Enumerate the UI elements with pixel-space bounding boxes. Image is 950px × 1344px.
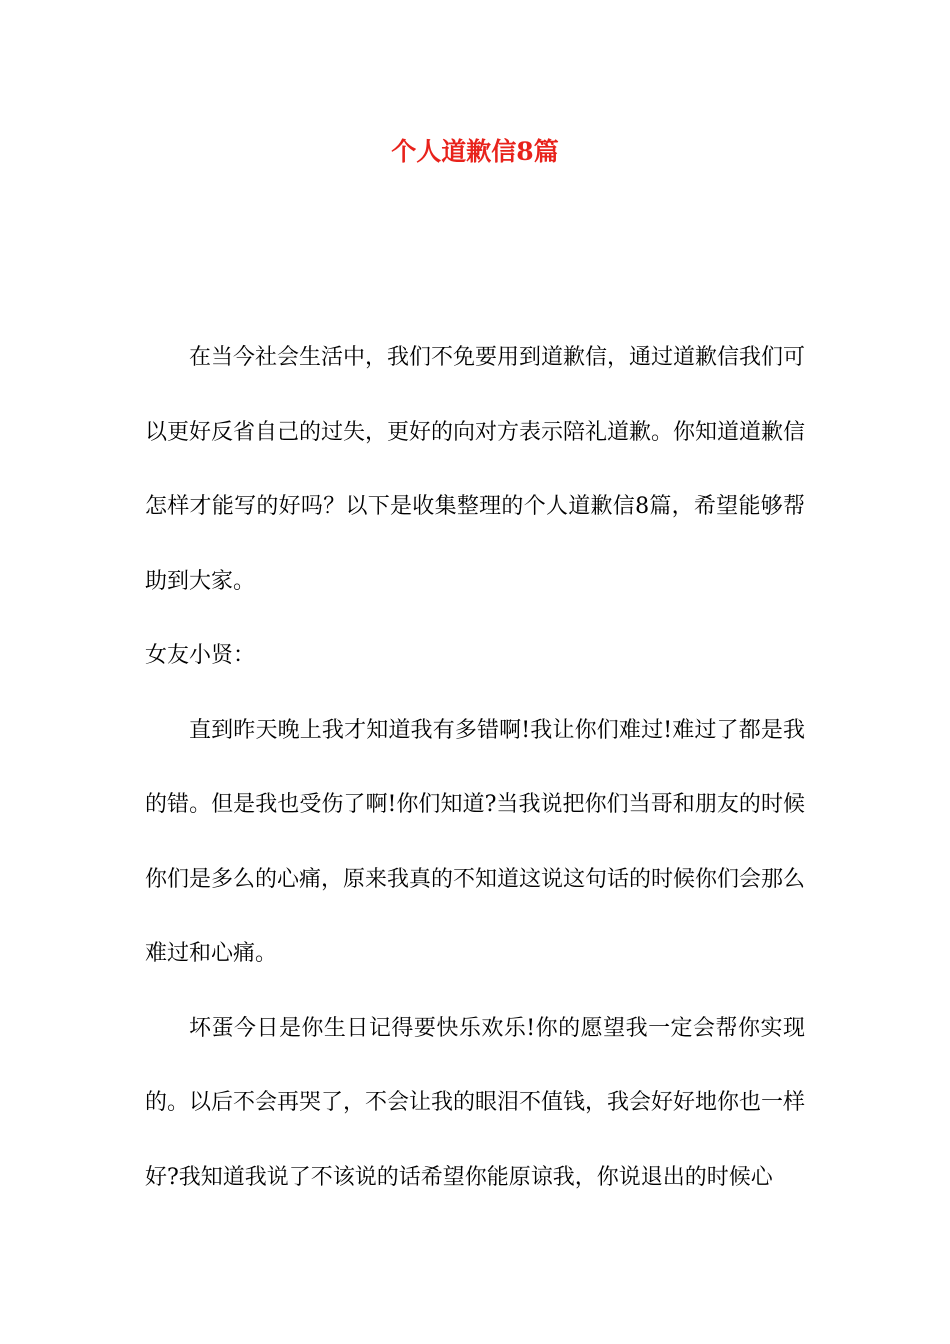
document-body	[145, 321, 805, 1215]
paragraph-letter-1: 直到昨天晚上我才知道我有多错啊!我让你们难过!难过了都是我的错。但是我也受伤了啊!你们知道?当我说把你们当哥和朋友的时候你们是多么的心痛，原来我真的不知道这说这句话的时候你们会那么难过和心痛。	[145, 717, 806, 966]
paragraph-letter-2: 坏蛋今日是你生日记得要快乐欢乐!你的愿望我一定会帮你实现的。以后不会再哭了，不会让我的眼泪不值钱，我会好好地你也一样好?我知道我说了不该说的话希望你能原谅我，你说退出的时候心	[145, 1015, 806, 1190]
paragraph-salutation: 女友小贤：	[145, 643, 256, 668]
paragraph-intro: 在当今社会生活中，我们不免要用到道歉信，通过道歉信我们可以更好反省自己的过失，更好的向对方表示陪礼道歉。你知道道歉信怎样才能写的好吗？以下是收集整理的个人道歉信8篇，希望能够帮助到大家。	[145, 345, 806, 594]
document-title: 个人道歉信8篇	[391, 137, 559, 166]
